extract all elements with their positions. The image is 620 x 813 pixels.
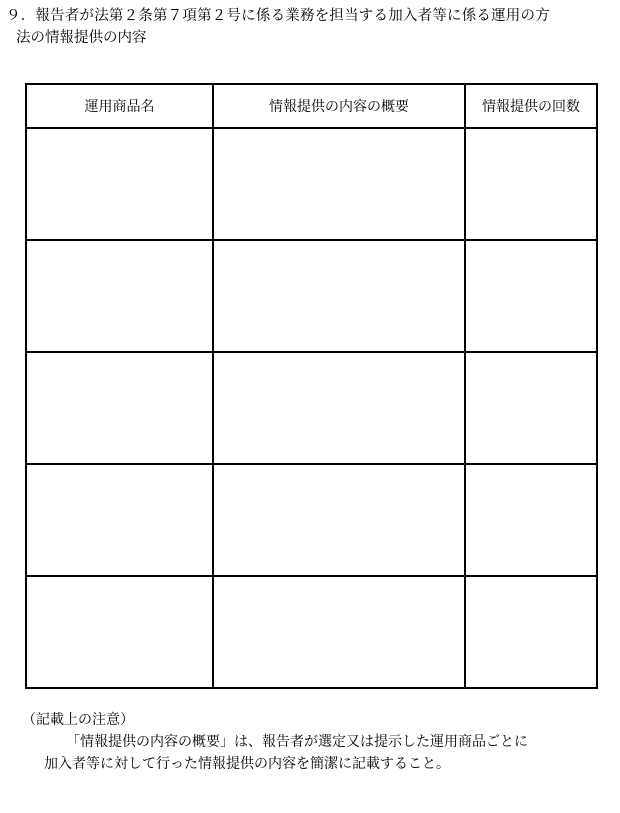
notes-line1: 「情報提供の内容の概要」は、報告者が選定又は提示した運用商品ごとに [66,734,528,750]
header-product-name: 運用商品名 [26,84,213,128]
cell-product-name[interactable] [26,464,213,576]
cell-product-name[interactable] [26,128,213,240]
cell-content-summary[interactable] [213,128,465,240]
section-heading [6,5,614,49]
header-count: 情報提供の回数 [465,84,597,128]
cell-count[interactable] [465,128,597,240]
cell-content-summary[interactable] [213,352,465,464]
table-row [26,128,597,240]
notes-line2: 加入者等に対して行った情報提供の内容を簡潔に記載すること。 [44,756,450,772]
table-row [26,352,597,464]
info-provision-table [25,83,598,689]
table-header-row [26,84,597,128]
cell-count[interactable] [465,576,597,688]
table-row [26,464,597,576]
table-row [26,576,597,688]
cell-content-summary[interactable] [213,240,465,352]
cell-product-name[interactable] [26,352,213,464]
table-row [26,240,597,352]
cell-product-name[interactable] [26,240,213,352]
cell-count[interactable] [465,464,597,576]
section-heading-line2: 法の情報提供の内容 [16,30,147,46]
cell-count[interactable] [465,352,597,464]
section-heading-line1: ９．報告者が法第２条第７項第２号に係る業務を担当する加入者等に係る運用の方 [6,8,550,24]
cell-content-summary[interactable] [213,464,465,576]
cell-count[interactable] [465,240,597,352]
notes-section [22,709,612,775]
cell-product-name[interactable] [26,576,213,688]
notes-title: （記載上の注意） [22,712,134,728]
cell-content-summary[interactable] [213,576,465,688]
header-content-summary: 情報提供の内容の概要 [213,84,465,128]
